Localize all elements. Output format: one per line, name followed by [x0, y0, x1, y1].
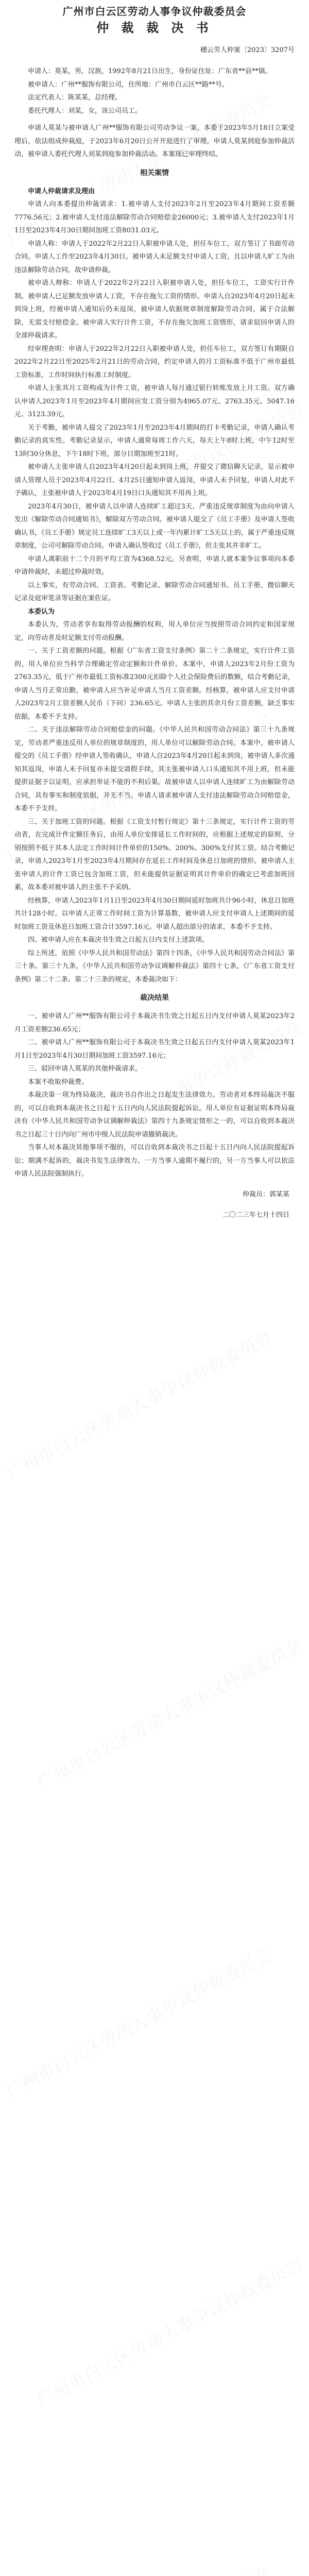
opinion-paragraph: 四、被申请人应在本裁决书生效之日起五日内支付上述款项。	[28, 936, 209, 944]
subsection-heading-opinion: 本委认为	[28, 607, 55, 616]
ruling-note: 本裁决第一项为终局裁决，裁决书自作出之日起发生法律效力。劳动者对本终局裁决不服的，可以自收到本裁决书之日起十五日内向人民法院提起诉讼。用人单位有证据证明本终局裁决有《中华人民共和国劳动争议调解仲裁法》第四十九条规定情形之一的，可以自收到本裁决书之日起三十日内向广州市中级人民法院申请撤销裁决。	[14, 1091, 295, 1139]
defense-paragraph: 被申请人辩称：申请人于2022年2月22日入职被申请人处，担任车位工，工资实行计件制。被申请人已足额发放申请人工资，不存在拖欠工资的情形。申请人自2023年4月20日起未到岗上班，经被申请人通知后仍未返岗，被申请人依据规章制度解除劳动合同，属于合法解除，无需支付赔偿金。被申请人实行计件工资，不存在拖欠加班工资情形，请求驳回申请人的全部仲裁请求。	[14, 279, 295, 340]
ruling-date: 二〇二三年七月十四日	[222, 1211, 289, 1219]
watermark-text	[1, 1323, 276, 1485]
ruling-item: 二、被申请人广州**服饰有限公司于本裁决书生效之日起五日内支付申请人莫某2023年1月1日至2023年4月30日期间加班工资3597.16元；	[14, 1039, 295, 1060]
subsection-heading-claims: 申请人仲裁请求及理由	[28, 187, 95, 195]
case-number: 穗云劳人仲案〔2023〕3207号	[200, 46, 295, 54]
claims-paragraph: 申请人称：申请人于2022年2月22日入职被申请人处，担任车位工，双方签订了书面劳动合同。申请人工作至2023年4月30日。被申请人未足额支付申请人工资，且以申请人旷工为由违法解除劳动合同，故申请仲裁。	[14, 240, 295, 274]
facts-paragraph: 以上事实，有劳动合同、工资表、考勤记录、解除劳动合同通知书、员工手册、微信聊天记录及庭审笔录等证据在案佐证。	[14, 581, 295, 602]
ruling-item: 一、被申请人广州**服饰有限公司于本裁决书生效之日起五日内支付申请人莫某2023年2月工资差额236.65元；	[14, 1012, 295, 1033]
opinion-paragraph: 经核算，申请人2023年1月1日至2023年4月30日期间延时加班共计96小时，休息日加班共计128小时。以申请人正常工作时间工资为计算基数，被申请人应支付申请人上述期间的延时加班工资及休息日加班工资合计3597.16元。申请人超出部分的请求，本委不予支持。	[14, 896, 295, 931]
ruling-item: 三、驳回申请人莫某的其他仲裁请求。	[28, 1065, 142, 1073]
section-heading-ruling: 裁决结果	[140, 994, 169, 1002]
ruling-note: 当事人对本裁决其他事项不服的，可以自收到本裁决书之日起十五日内向人民法院提起诉讼；期满不起诉的，裁决书发生法律效力。一方当事人逾期不履行的，另一方当事人可以依法申请人民法院强制执行。	[14, 1144, 295, 1178]
watermark-text	[1, 2559, 276, 2576]
facts-paragraph: 2023年4月30日，被申请人以申请人连续旷工超过3天、严重违反规章制度为由向申请人发出《解除劳动合同通知书》，解除双方劳动合同。被申请人提交了《员工手册》及申请人签收确认书，《员工手册》规定员工连续旷工3天以上或一年内累计旷工5天以上的，属于严重违反规章制度，公司可解除劳动合同。申请人确认签收过《员工手册》，但主张其并非旷工。	[14, 502, 295, 550]
facts-paragraph: 经审理查明：申请人于2022年2月22日入职被申请人处，担任车位工，双方签订有期限自2022年2月22日至2025年2月21日的劳动合同，约定申请人的月工资标准不低于广州市最低工资标准，工作时间执行标准工时制度。	[14, 345, 295, 379]
arbitrator-signature: 仲裁员：郭某某	[242, 1190, 289, 1198]
facts-paragraph: 关于考勤，被申请人提交了2023年1月至2023年4月期间的打卡考勤记录，申请人确认考勤记录的真实性。考勤记录显示，申请人通常每周工作六天，每天上午8时上班，中午12时至13时30分休息，下午18时下班，部分日期加班至21时。	[14, 423, 295, 458]
party-applicant: 申请人：莫某，男，汉族，1992年8月21日出生，身份证住址：广东省**县**镇。	[28, 67, 272, 75]
intro-paragraph: 申请人莫某与被申请人广州**服饰有限公司劳动争议一案，本委于2023年5月18日立案受理后，依法组成仲裁庭，于2023年6月20日公开开庭进行了审理。申请人莫某到庭参加仲裁活动，被申请人委托代理人刘某到庭参加仲裁活动。本案现已审理终结。	[14, 124, 295, 158]
party-legal-representative: 法定代表人：陈某某，总经理。	[28, 94, 122, 101]
ruling-note: 本案不收取仲裁费。	[28, 1078, 89, 1086]
party-respondent: 被申请人：广州**服饰有限公司，住所地：广州市白云区**路**号。	[28, 80, 229, 89]
claims-paragraph: 申请人向本委提出仲裁请求：1.被申请人支付2023年2月至2023年4月期间工资差额7776.56元；2.被申请人支付违法解除劳动合同赔偿金26000元；3.被申请人支付2023年1月1日至2023年4月30日期间加班工资8031.03元。	[14, 200, 295, 234]
opinion-paragraph: 综上所述，依照《中华人民共和国劳动法》第四十四条，《中华人民共和国劳动合同法》第三十条、第三十九条，《中华人民共和国劳动争议调解仲裁法》第四十七条，《广东省工资支付条例》第二十二条、第二十三条的规定，本委裁决如下：	[14, 949, 295, 984]
facts-paragraph: 申请人主张其月工资构成为计件工资，被申请人每月通过银行转账发放上月工资。双方确认申请人2023年1月至2023年4月期间应发工资分别为4965.07元、2763.35元、5047.16元、3123.39元。	[14, 384, 295, 418]
party-agent: 委托代理人：刘某，女，该公司员工。	[28, 107, 142, 115]
watermark-text	[1, 1941, 276, 2103]
section-heading-facts: 相关案情	[140, 168, 169, 177]
facts-paragraph: 申请人离职前十二个月的平均工资为4368.52元。另查明，申请人就本案争议事项向本委申请仲裁时，未超过仲裁时效。	[14, 555, 295, 576]
watermark-text	[32, 1632, 306, 1794]
opinion-paragraph: 一、关于工资差额的问题。根据《广东省工资支付条例》第二十二条规定，实行计件工资的，用人单位应当科学合理确定劳动定额和计件单价。本案中，申请人2023年2月份工资为2763.35元，低于广州市最低工资标准2300元扣除个人社会保险费后的数额，结合考勤记录，申请人当月正常出勤，被申请人应当补足申请人当月工资差额。经核算，被申请人应支付申请人2023年2月工资差额人民币（下同）236.65元。申请人主张的其余月份工资差额，缺乏事实依据，本委不予支持。	[14, 647, 295, 721]
watermark-text	[32, 2250, 306, 2412]
document-title: 仲 裁 裁 决 书	[96, 20, 213, 35]
opinion-paragraph: 三、关于加班工资的问题。根据《工资支付暂行规定》第十三条规定，实行计件工资的劳动者，在完成计件定额任务后，由用人单位安排延长工作时间的，应根据上述规定的原则，分别按照不低于其本人法定工作时间计件单价的150%、200%、300%支付其工资。结合考勤记录，申请人2023年1月至2023年4月期间存在延长工作时间及休息日加班的情形。被申请人主张申请人的计件工资已包含加班工资，但未能提供证据证明其计件单价的确定已考虑加班因素，故本委对被申请人的主张不予采纳。	[14, 818, 295, 891]
opinion-paragraph: 二、关于违法解除劳动合同赔偿金的问题。《中华人民共和国劳动合同法》第三十九条规定，劳动者严重违反用人单位的规章制度的，用人单位可以解除劳动合同。本案中，被申请人提交的《员工手册》经申请人签收确认，申请人自2023年4月20日起未到岗，被申请人多次通知其返岗，申请人未予回复亦未提交请假手续，其主张被申请人口头通知其不用上班，但未能提供证据予以证明，应承担举证不能的不利后果。故被申请人以申请人连续旷工为由解除劳动合同，具有事实和制度依据，并无不当。申请人请求被申请人支付违法解除劳动合同赔偿金，本委不予支持。	[14, 726, 295, 812]
facts-paragraph: 被申请人主张申请人自2023年4月20日起未到岗上班，并提交了微信聊天记录，显示被申请人管理人员于2023年4月22日、4月25日通知申请人返岗，申请人未予回复。申请人对此不予确认，主张被申请人于2023年4月19日口头通知其不用再上班。	[14, 463, 295, 497]
issuing-organization: 广州市白云区劳动人事争议仲裁委员会	[62, 5, 247, 18]
opinion-paragraph: 本委认为，劳动者享有取得劳动报酬的权利，用人单位应当按照劳动合同约定和国家规定，向劳动者及时足额支付劳动报酬。	[14, 621, 295, 642]
